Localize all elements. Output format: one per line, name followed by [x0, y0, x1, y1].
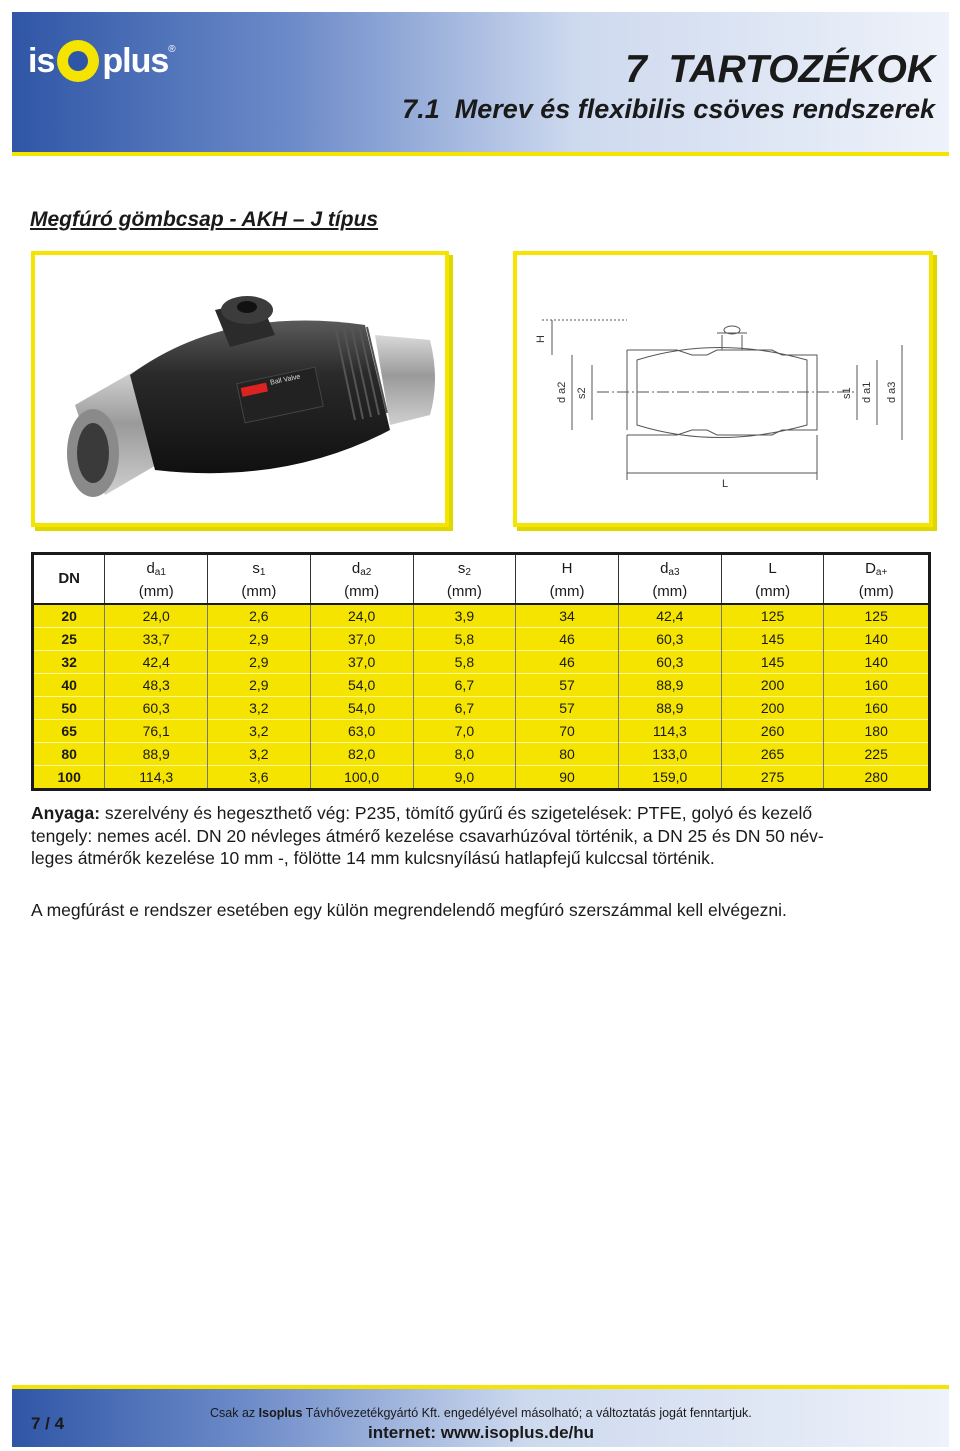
value-cell: 145: [721, 628, 824, 651]
value-cell: 114,3: [105, 766, 208, 790]
page-number: 7 / 4: [31, 1414, 65, 1433]
table-row: [33, 604, 930, 628]
column-header: [824, 554, 930, 605]
column-header-unit: (mm): [241, 583, 277, 600]
dn-cell: 40: [33, 674, 105, 697]
product-photo: [31, 251, 449, 527]
value-cell: 37,0: [310, 651, 413, 674]
nameplate-text: Ball Valve: [269, 373, 302, 387]
column-header-unit: (mm): [652, 583, 688, 600]
table-body: [33, 604, 930, 790]
column-header: [105, 554, 208, 605]
drilling-note: A megfúrást e rendszer esetében egy külön megrendelendő megfúró szerszámmal kell elvégezni.: [31, 900, 787, 920]
value-cell: 80: [516, 743, 619, 766]
logo-plus-text: plus: [102, 41, 169, 80]
dn-cell: 65: [33, 720, 105, 743]
header-divider: [12, 152, 949, 156]
column-header-symbol: s: [457, 560, 466, 577]
material-line-3: leges átmérők kezelése 10 mm -, fölötte 14 mm kulcsnyílású hatlapfejű kulccsal történik.: [31, 848, 715, 868]
value-cell: 42,4: [105, 651, 208, 674]
dn-cell: 32: [33, 651, 105, 674]
section-title: Megfúró gömbcsap - AKH – J típus: [30, 208, 379, 231]
value-cell: 7,0: [413, 720, 516, 743]
value-cell: 9,0: [413, 766, 516, 790]
value-cell: 225: [824, 743, 930, 766]
column-header-unit: (mm): [138, 583, 174, 600]
value-cell: 88,9: [618, 674, 721, 697]
value-cell: 60,3: [105, 697, 208, 720]
column-header: [618, 554, 721, 605]
column-header-subscript: 1: [259, 567, 266, 578]
value-cell: 140: [824, 628, 930, 651]
isoplus-logo: [28, 40, 176, 82]
value-cell: 54,0: [310, 697, 413, 720]
value-cell: 265: [721, 743, 824, 766]
value-cell: 6,7: [413, 674, 516, 697]
value-cell: 160: [824, 697, 930, 720]
column-header-unit: (mm): [446, 583, 482, 600]
column-header-symbol: H: [561, 560, 573, 577]
column-header-subscript: a+: [875, 567, 888, 578]
value-cell: 42,4: [618, 604, 721, 628]
column-header-subscript: a3: [668, 567, 680, 578]
value-cell: 46: [516, 628, 619, 651]
column-header-unit: (mm): [344, 583, 380, 600]
copyright-post: Távhővezetékgyártó Kft. engedélyével másolható; a változtatás jogát fenntartjuk.: [302, 1406, 752, 1420]
dim-label-s2: s2: [576, 387, 588, 399]
value-cell: 33,7: [105, 628, 208, 651]
copyright-brand: Isoplus: [258, 1406, 303, 1420]
column-header: [33, 554, 105, 605]
dn-cell: 100: [33, 766, 105, 790]
value-cell: 6,7: [413, 697, 516, 720]
value-cell: 24,0: [105, 604, 208, 628]
value-cell: 5,8: [413, 651, 516, 674]
dim-label-da2: d a2: [556, 381, 568, 403]
value-cell: 88,9: [105, 743, 208, 766]
value-cell: 8,0: [413, 743, 516, 766]
value-cell: 160: [824, 674, 930, 697]
column-header-unit: (mm): [858, 583, 894, 600]
value-cell: 260: [721, 720, 824, 743]
column-header-subscript: a2: [360, 567, 372, 578]
column-header-unit: (mm): [549, 583, 585, 600]
value-cell: 63,0: [310, 720, 413, 743]
dim-label-s1: s1: [841, 387, 853, 399]
dimension-table: [31, 552, 931, 791]
page-title: 7 TARTOZÉKOK: [625, 48, 935, 91]
column-header-symbol: D: [865, 560, 876, 577]
value-cell: 24,0: [310, 604, 413, 628]
ball-valve-illustration: [35, 255, 445, 523]
value-cell: 60,3: [618, 651, 721, 674]
column-header: [310, 554, 413, 605]
dn-cell: 25: [33, 628, 105, 651]
table-row: [33, 720, 930, 743]
column-header-symbol: d: [146, 560, 155, 577]
value-cell: 57: [516, 674, 619, 697]
value-cell: 100,0: [310, 766, 413, 790]
column-header: [208, 554, 311, 605]
table-row: [33, 697, 930, 720]
value-cell: 125: [721, 604, 824, 628]
column-header-unit: (mm): [755, 583, 791, 600]
logo-is-text: is: [28, 41, 55, 80]
valve-dimension-drawing: [517, 255, 929, 523]
dn-cell: 80: [33, 743, 105, 766]
column-header-symbol: d: [351, 560, 361, 577]
copyright-pre: Csak az: [210, 1406, 259, 1420]
column-header-symbol: d: [660, 560, 669, 577]
material-line-1: szerelvény és hegeszthető vég: P235, tömítő gyűrű és szigetelések: PTFE, golyó és kezelő: [100, 803, 813, 823]
logo-circle-icon: [57, 40, 99, 82]
value-cell: 140: [824, 651, 930, 674]
value-cell: 60,3: [618, 628, 721, 651]
value-cell: 3,2: [208, 697, 311, 720]
value-cell: 3,2: [208, 720, 311, 743]
column-header: [516, 554, 619, 605]
value-cell: 2,9: [208, 674, 311, 697]
value-cell: 2,9: [208, 628, 311, 651]
value-cell: 3,9: [413, 604, 516, 628]
value-cell: 145: [721, 651, 824, 674]
column-header: [721, 554, 824, 605]
value-cell: 3,6: [208, 766, 311, 790]
column-header-symbol: L: [768, 560, 777, 577]
dim-label-da1: d a1: [861, 381, 873, 403]
value-cell: 88,9: [618, 697, 721, 720]
value-cell: 125: [824, 604, 930, 628]
table-row: [33, 628, 930, 651]
column-header-symbol: DN: [58, 569, 81, 587]
column-header: [413, 554, 516, 605]
value-cell: 48,3: [105, 674, 208, 697]
value-cell: 275: [721, 766, 824, 790]
value-cell: 114,3: [618, 720, 721, 743]
table-row: [33, 674, 930, 697]
technical-drawing: [513, 251, 933, 527]
material-paragraph: [31, 802, 931, 870]
value-cell: 200: [721, 674, 824, 697]
value-cell: 82,0: [310, 743, 413, 766]
value-cell: 70: [516, 720, 619, 743]
value-cell: 34: [516, 604, 619, 628]
value-cell: 76,1: [105, 720, 208, 743]
table-row: [33, 743, 930, 766]
column-header-symbol: s: [252, 560, 260, 577]
copyright-notice: [210, 1406, 752, 1420]
value-cell: 133,0: [618, 743, 721, 766]
column-header-subscript: a1: [154, 567, 166, 578]
page-subtitle: 7.1 Merev és flexibilis csöves rendszerek: [402, 94, 935, 124]
column-header-subscript: 2: [465, 567, 471, 578]
dn-cell: 50: [33, 697, 105, 720]
value-cell: 46: [516, 651, 619, 674]
dim-label-h: H: [535, 335, 547, 343]
value-cell: 90: [516, 766, 619, 790]
website-link[interactable]: internet: www.isoplus.de/hu: [368, 1423, 595, 1442]
material-line-2: tengely: nemes acél. DN 20 névleges átmérő kezelése csavarhúzóval történik, a DN 25 és DN 50 név-: [31, 825, 824, 846]
logo-registered-mark: ®: [168, 44, 176, 55]
value-cell: 180: [824, 720, 930, 743]
value-cell: 37,0: [310, 628, 413, 651]
table-header-row: [33, 554, 930, 605]
value-cell: 280: [824, 766, 930, 790]
value-cell: 2,9: [208, 651, 311, 674]
value-cell: 200: [721, 697, 824, 720]
dim-label-l: L: [722, 478, 729, 490]
dn-cell: 20: [33, 604, 105, 628]
value-cell: 159,0: [618, 766, 721, 790]
material-label: Anyaga:: [31, 803, 101, 823]
dim-label-da3: d a3: [886, 381, 898, 403]
table-row: [33, 651, 930, 674]
value-cell: 5,8: [413, 628, 516, 651]
value-cell: 3,2: [208, 743, 311, 766]
table-row: [33, 766, 930, 790]
value-cell: 57: [516, 697, 619, 720]
value-cell: 2,6: [208, 604, 311, 628]
value-cell: 54,0: [310, 674, 413, 697]
